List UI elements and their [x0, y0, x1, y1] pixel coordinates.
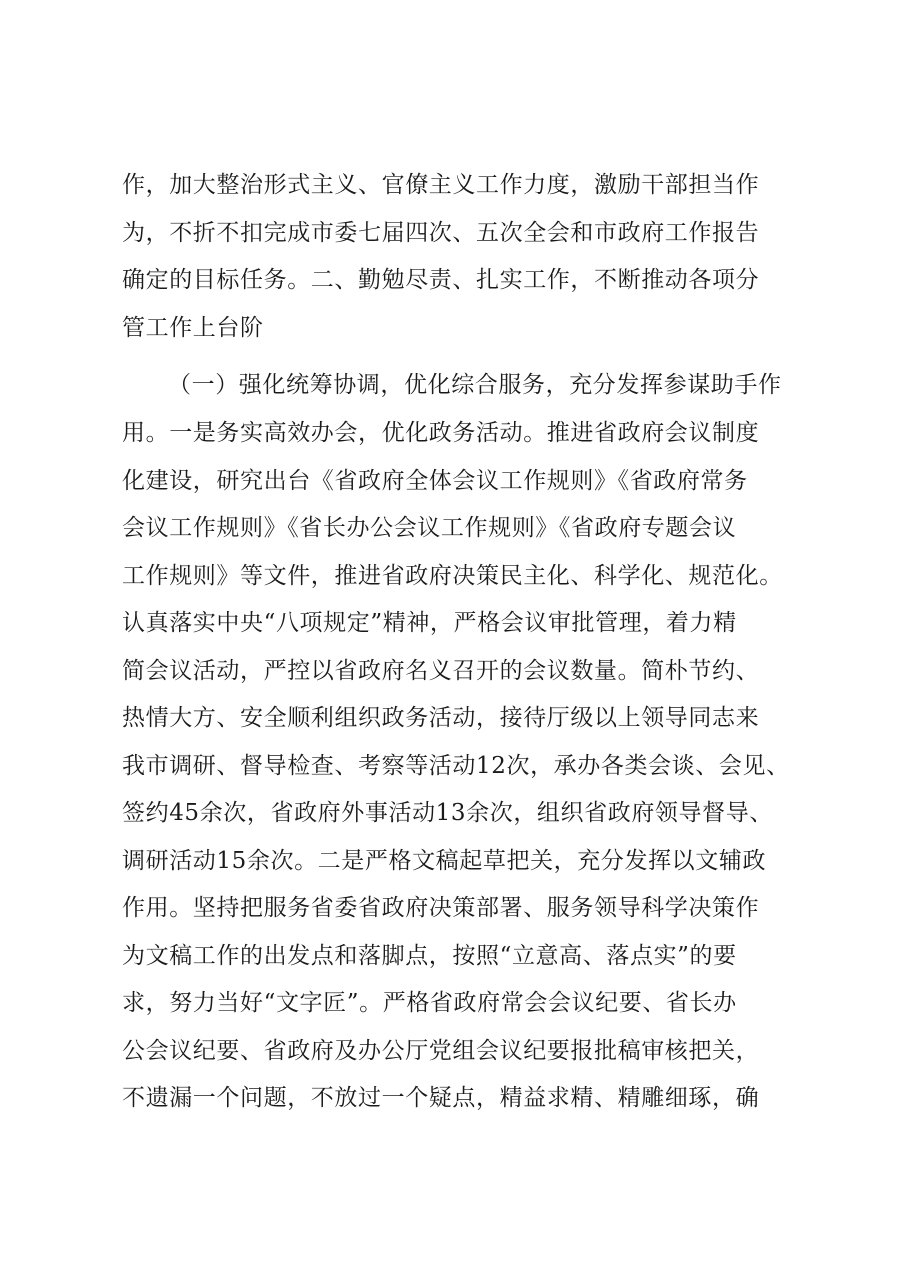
text-line: （一）强化统筹协调，优化综合服务，充分发挥参谋助手作	[168, 372, 782, 398]
text-line: 为，不折不扣完成市委七届四次、五次全会和市政府工作报告	[122, 220, 760, 246]
text-line: 作用。坚持把服务省委省政府决策部署、服务领导科学决策作	[122, 895, 760, 921]
text-line: 不遗漏一个问题，不放过一个疑点，精益求精、精雕细琢，确	[122, 1085, 760, 1111]
text-line: 我市调研、督导检查、考察等活动12次，承办各类会谈、会见、	[122, 753, 790, 779]
text-line: 认真落实中央“八项规定”精神，严格会议审批管理，着力精	[122, 610, 737, 636]
text-line: 热情大方、安全顺利组织政务活动，接待厅级以上领导同志来	[122, 705, 760, 731]
text-line: 简会议活动，严控以省政府名义召开的会议数量。简朴节约、	[122, 658, 760, 684]
text-line: 调研活动15余次。二是严格文稿起草把关，充分发挥以文辅政	[122, 848, 767, 874]
text-line: 确定的目标任务。二、勤勉尽责、扎实工作，不断推动各项分	[122, 267, 760, 293]
text-line: 用。一是务实高效办会，优化政务活动。推进省政府会议制度	[122, 420, 760, 446]
text-line: 化建设，研究出台《省政府全体会议工作规则》《省政府常务	[122, 468, 748, 494]
text-line: 签约45余次，省政府外事活动13余次，组织省政府领导督导、	[122, 800, 773, 826]
text-line: 工作规则》等文件，推进省政府决策民主化、科学化、规范化。	[122, 563, 783, 589]
text-line: 会议工作规则》《省长办公会议工作规则》《省政府专题会议	[122, 515, 737, 541]
text-line: 求，努力当好“文字匠”。严格省政府常会会议纪要、省长办	[122, 990, 737, 1016]
text-line: 管工作上台阶	[122, 315, 264, 341]
text-line: 为文稿工作的出发点和落脚点，按照“立意高、落点实”的要	[122, 943, 737, 969]
text-line: 作，加大整治形式主义、官僚主义工作力度，激励干部担当作	[122, 172, 760, 198]
text-line: 公会议纪要、省政府及办公厅党组会议纪要报批稿审核把关，	[122, 1038, 760, 1064]
